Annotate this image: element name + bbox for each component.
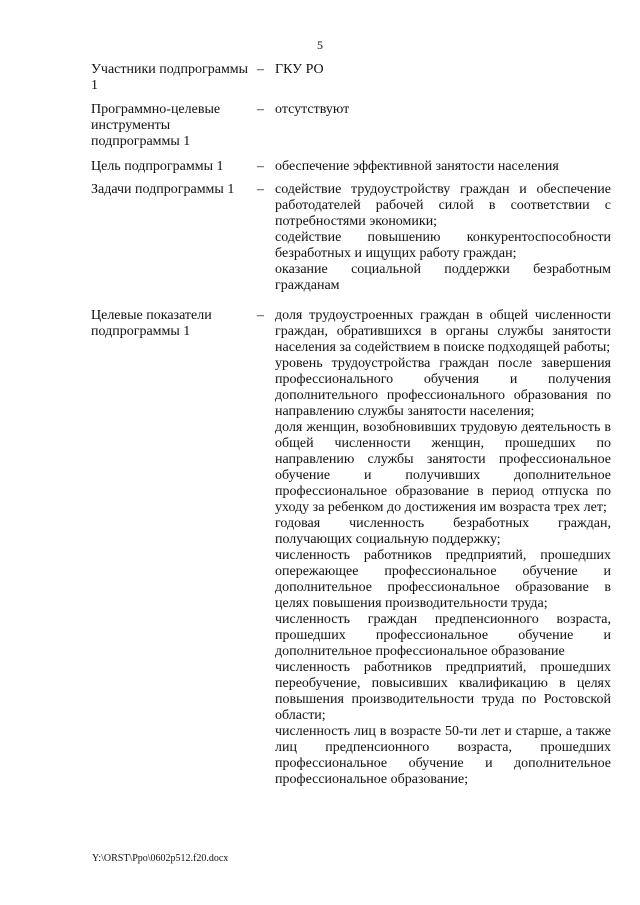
value-line: годовая численность безработных граждан, получающих социальную поддержку; [275,516,611,547]
value-line: численность работников предприятий, прошедших переобучение, повысивших квалификацию в целях повышения производительности труда по Ростовской области; [275,660,611,723]
row-label: Целевые показатели подпрограммы 1 [91,308,212,339]
row-value [275,182,611,294]
row-label: Цель подпрограммы 1 [91,159,224,174]
row-instruments [91,102,611,150]
page-number: 5 [317,38,323,52]
row-value [275,159,611,175]
row-value [275,308,611,788]
row-value [275,102,611,118]
file-path-footer: Y:\ORST\Ppo\0602p512.f20.docx [92,853,229,864]
row-participants [91,62,611,94]
passport-table [91,62,611,788]
row-dash: – [257,102,264,117]
value-line: численность лиц в возрасте 50-ти лет и старше, а также лиц предпенсионного возраста, прошедших профессиональное обучение и дополнительное профессиональное образование; [275,724,611,787]
value-line: численность граждан предпенсионного возраста, прошедших профессиональное обучение и дополнительное профессиональное образование [275,612,611,659]
value-line: оказание социальной поддержки безработным гражданам [275,262,611,293]
value-line: ГКУ РО [275,62,324,77]
row-dash: – [257,308,264,323]
row-indicators [91,308,611,788]
row-label: Программно-целевые инструменты подпрограммы 1 [91,102,221,149]
row-label: Участники подпрограммы 1 [91,62,249,93]
value-line: доля трудоустроенных граждан в общей численности граждан, обратившихся в органы службы занятости населения за содействием в поиске подходящей работы; [275,308,611,355]
value-line: обеспечение эффективной занятости населения [275,159,559,174]
value-line: отсутствуют [275,102,350,117]
value-line: уровень трудоустройства граждан после завершения профессионального обучения и получения дополнительного профессионального образования по направлению службы занятости населения; [275,356,611,419]
row-dash: – [257,182,264,197]
value-line: доля женщин, возобновивших трудовую деятельность в общей численности женщин, прошедших по направлению службы занятости профессиональное обучение и получивших дополнительное профессиональное образование в период отпуска по уходу за ребенком до достижения им возраста трех лет; [275,420,611,515]
row-dash: – [257,62,264,77]
value-line: содействие повышению конкурентоспособности безработных и ищущих работу граждан; [275,230,611,261]
row-tasks [91,182,611,294]
row-label: Задачи подпрограммы 1 [91,182,235,197]
value-line: численность работников предприятий, прошедших опережающее профессиональное обучение и дополнительное профессиональное образование в целях повышения производительности труда; [275,548,611,611]
value-line: содействие трудоустройству граждан и обеспечение работодателей рабочей силой в соответствии с потребностями экономики; [275,182,611,229]
row-value [275,62,611,78]
row-goal [91,159,611,175]
row-dash: – [257,159,264,174]
